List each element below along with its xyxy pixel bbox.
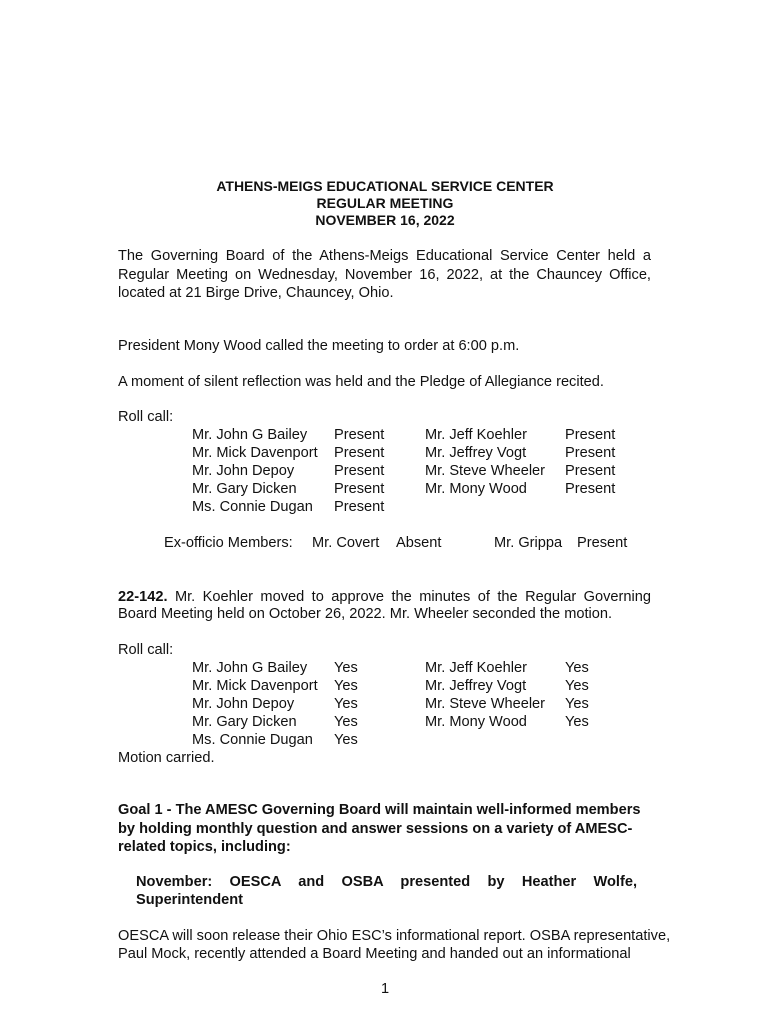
member-name: Ms. Connie Dugan [192, 499, 313, 515]
member-status: Present [565, 463, 616, 479]
member-status: Present [565, 427, 616, 443]
member-name: Mr. John G Bailey [192, 427, 308, 443]
intro-line-3: located at 21 Birge Drive, Chauncey, Ohio. [118, 285, 394, 301]
member-name: Mr. Gary Dicken [192, 714, 297, 730]
document-title: ATHENS-MEIGS EDUCATIONAL SERVICE CENTER [216, 178, 554, 194]
member-vote: Yes [334, 714, 358, 730]
intro-line-2: Regular Meeting on Wednesday, November 16, 2022, at the Chauncey Office, [118, 267, 651, 283]
meeting-date: NOVEMBER 16, 2022 [315, 212, 455, 228]
motion-result: Motion carried. [118, 750, 215, 766]
member-status: Present [565, 481, 616, 497]
member-name: Mr. Jeffrey Vogt [425, 445, 527, 461]
ex-officio-name: Mr. Covert [312, 535, 380, 551]
member-name: Mr. Jeff Koehler [425, 427, 527, 443]
roll-call-label: Roll call: [118, 642, 174, 658]
roll-call-label: Roll call: [118, 409, 174, 425]
silent-reflection: A moment of silent reflection was held and the Pledge of Allegiance recited. [118, 374, 604, 390]
member-status: Present [334, 427, 385, 443]
member-name: Mr. Gary Dicken [192, 481, 297, 497]
member-name: Mr. Mony Wood [425, 714, 527, 730]
ex-officio-label: Ex-officio Members: [164, 535, 293, 551]
motion-text: Mr. Koehler moved to approve the minutes of the Regular Governing [174, 589, 651, 605]
member-vote: Yes [565, 678, 589, 694]
oesca-line-2: Paul Mock, recently attended a Board Meeting and handed out an informational [118, 946, 631, 962]
member-name: Mr. Jeff Koehler [425, 660, 527, 676]
member-status: Present [334, 481, 385, 497]
member-vote: Yes [334, 732, 358, 748]
november-topic-line-1: November: OESCA and OSBA presented by Heather Wolfe, [136, 874, 637, 890]
ex-officio-status: Absent [396, 535, 442, 551]
member-name: Mr. John Depoy [192, 463, 295, 479]
member-vote: Yes [334, 696, 358, 712]
member-name: Mr. Steve Wheeler [425, 463, 546, 479]
member-status: Present [565, 445, 616, 461]
member-name: Mr. Mony Wood [425, 481, 527, 497]
member-status: Present [334, 499, 385, 515]
member-vote: Yes [565, 714, 589, 730]
ex-officio-status: Present [577, 535, 628, 551]
goal-line-2: by holding monthly question and answer sessions on a variety of AMESC- [118, 821, 633, 837]
member-name: Mr. Jeffrey Vogt [425, 678, 527, 694]
member-vote: Yes [334, 660, 358, 676]
member-vote: Yes [565, 696, 589, 712]
ex-officio-name: Mr. Grippa [494, 535, 563, 551]
member-name: Mr. Mick Davenport [192, 445, 318, 461]
call-to-order: President Mony Wood called the meeting to order at 6:00 p.m. [118, 338, 520, 354]
member-name: Mr. Steve Wheeler [425, 696, 546, 712]
meeting-type: REGULAR MEETING [316, 195, 454, 211]
oesca-line-1: OESCA will soon release their Ohio ESC’s informational report. OSBA representative, [118, 928, 671, 944]
member-name: Ms. Connie Dugan [192, 732, 313, 748]
goal-line-1: Goal 1 - The AMESC Governing Board will maintain well-informed members [118, 802, 641, 818]
member-name: Mr. Mick Davenport [192, 678, 318, 694]
member-vote: Yes [334, 678, 358, 694]
intro-line-1: The Governing Board of the Athens-Meigs Educational Service Center held a [118, 248, 651, 264]
motion-line-1 [118, 588, 651, 606]
goal-line-3: related topics, including: [118, 839, 291, 855]
member-status: Present [334, 445, 385, 461]
member-name: Mr. John G Bailey [192, 660, 308, 676]
november-topic-line-2: Superintendent [136, 892, 244, 908]
page-number: 1 [380, 981, 390, 997]
member-status: Present [334, 463, 385, 479]
member-name: Mr. John Depoy [192, 696, 295, 712]
motion-line-2: Board Meeting held on October 26, 2022. Mr. Wheeler seconded the motion. [118, 606, 613, 622]
member-vote: Yes [565, 660, 589, 676]
motion-number: 22-142. [118, 589, 168, 605]
